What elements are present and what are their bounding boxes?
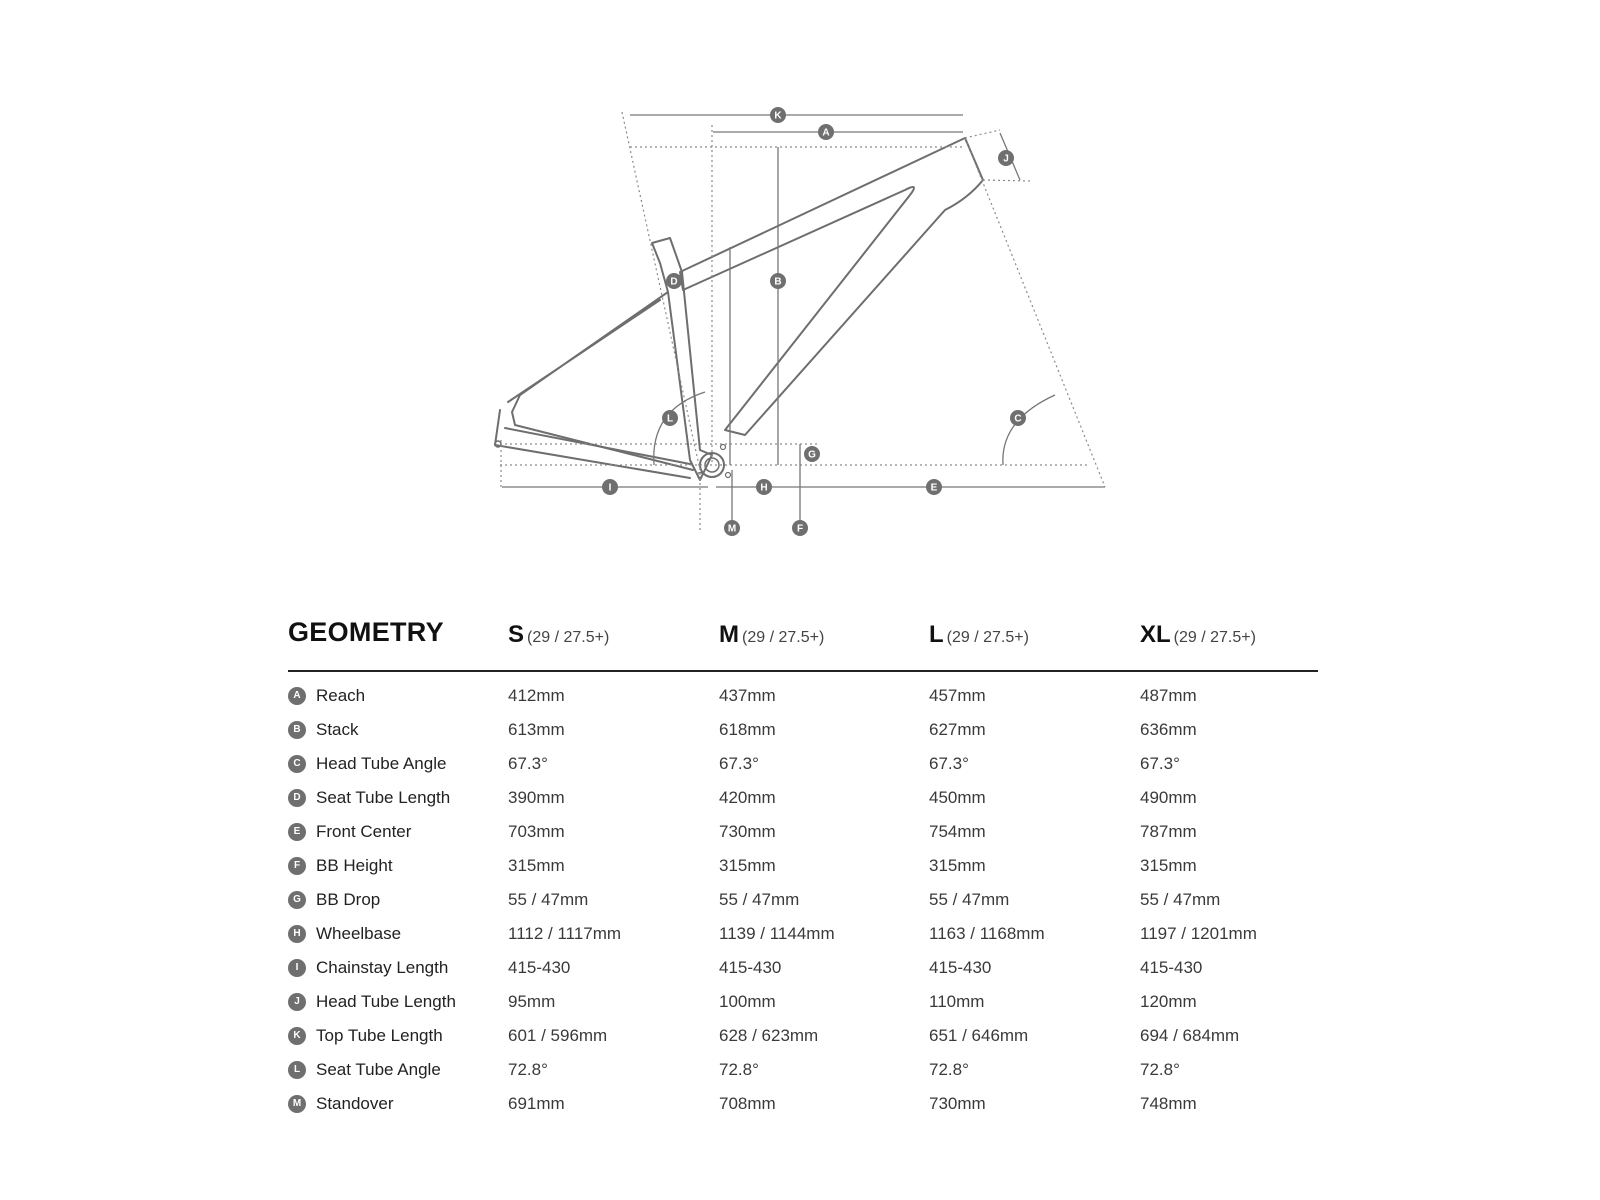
row-label: Reach bbox=[316, 686, 366, 705]
value-l: 1163 / 1168mm bbox=[929, 924, 1045, 943]
value-s: 613mm bbox=[508, 720, 565, 739]
row-letter-badge: L bbox=[288, 1061, 306, 1079]
head-tube-bottom-guide bbox=[983, 180, 1030, 181]
badge-g bbox=[804, 446, 820, 462]
value-s: 703mm bbox=[508, 822, 565, 841]
table-row-stack bbox=[288, 712, 1318, 746]
table-row-head-tube-length bbox=[288, 984, 1318, 1018]
value-xl: 315mm bbox=[1140, 856, 1197, 875]
row-letter-badge: M bbox=[288, 1095, 306, 1113]
svg-text:C: C bbox=[1014, 413, 1022, 425]
value-l: 450mm bbox=[929, 788, 986, 807]
value-m: 618mm bbox=[719, 720, 776, 739]
value-s: 72.8° bbox=[508, 1060, 548, 1079]
table-row-standover bbox=[288, 1086, 1318, 1120]
value-m: 437mm bbox=[719, 686, 776, 705]
badge-i bbox=[602, 479, 618, 495]
value-l: 55 / 47mm bbox=[929, 890, 1010, 909]
row-letter-badge: H bbox=[288, 925, 306, 943]
value-s: 601 / 596mm bbox=[508, 1026, 608, 1045]
value-m: 55 / 47mm bbox=[719, 890, 800, 909]
value-m: 100mm bbox=[719, 992, 776, 1011]
row-letter-badge: F bbox=[288, 857, 306, 875]
value-l: 730mm bbox=[929, 1094, 986, 1113]
row-label: Seat Tube Length bbox=[316, 788, 451, 807]
table-row-seat-tube-angle bbox=[288, 1052, 1318, 1086]
pivot-bolt-3 bbox=[721, 445, 726, 450]
value-s: 67.3° bbox=[508, 754, 548, 773]
svg-text:A: A bbox=[822, 127, 830, 139]
value-s: 390mm bbox=[508, 788, 565, 807]
value-xl: 694 / 684mm bbox=[1140, 1026, 1240, 1045]
value-s: 55 / 47mm bbox=[508, 890, 589, 909]
value-m: 628 / 623mm bbox=[719, 1026, 819, 1045]
value-s: 315mm bbox=[508, 856, 565, 875]
value-m: 1139 / 1144mm bbox=[719, 924, 835, 943]
seat-tube-extension-guide bbox=[622, 112, 700, 470]
svg-text:J: J bbox=[1003, 153, 1009, 165]
pivot-bolt-2 bbox=[726, 473, 731, 478]
size-name: L bbox=[929, 621, 944, 648]
row-letter-badge: C bbox=[288, 755, 306, 773]
frame-geometry-diagram bbox=[0, 0, 1600, 560]
table-row-head-tube-angle bbox=[288, 746, 1318, 780]
value-l: 315mm bbox=[929, 856, 986, 875]
value-l: 651 / 646mm bbox=[929, 1026, 1029, 1045]
table-row-seat-tube-length bbox=[288, 780, 1318, 814]
table-row-chainstay-length bbox=[288, 950, 1318, 984]
geometry-table bbox=[288, 612, 1318, 1120]
row-label: Head Tube Length bbox=[316, 992, 456, 1011]
value-m: 315mm bbox=[719, 856, 776, 875]
table-row-top-tube-length bbox=[288, 1018, 1318, 1052]
size-name: XL bbox=[1140, 621, 1171, 648]
diagram-badges bbox=[602, 107, 1026, 536]
badge-a bbox=[818, 124, 834, 140]
badge-m bbox=[724, 520, 740, 536]
row-letter-badge: J bbox=[288, 993, 306, 1011]
value-xl: 748mm bbox=[1140, 1094, 1197, 1113]
geometry-table-header bbox=[288, 612, 1318, 672]
table-row-front-center bbox=[288, 814, 1318, 848]
svg-text:K: K bbox=[774, 110, 782, 122]
row-label: Head Tube Angle bbox=[316, 754, 447, 773]
value-l: 627mm bbox=[929, 720, 986, 739]
value-xl: 490mm bbox=[1140, 788, 1197, 807]
badge-e bbox=[926, 479, 942, 495]
row-label: Wheelbase bbox=[316, 924, 402, 943]
badge-f bbox=[792, 520, 808, 536]
badge-h bbox=[756, 479, 772, 495]
svg-text:E: E bbox=[930, 482, 938, 494]
value-xl: 415-430 bbox=[1140, 958, 1203, 977]
row-letter-badge: G bbox=[288, 891, 306, 909]
table-row-bb-drop bbox=[288, 882, 1318, 916]
value-m: 67.3° bbox=[719, 754, 759, 773]
row-label: BB Height bbox=[316, 856, 393, 875]
row-label: Seat Tube Angle bbox=[316, 1060, 441, 1079]
head-tube-top-guide bbox=[965, 130, 1000, 138]
row-label: Stack bbox=[316, 720, 359, 739]
dimension-lines bbox=[502, 115, 1105, 520]
row-label: Standover bbox=[316, 1094, 394, 1113]
size-header-m bbox=[719, 621, 824, 649]
guide-lines bbox=[500, 112, 1105, 530]
value-m: 415-430 bbox=[719, 958, 782, 977]
value-xl: 55 / 47mm bbox=[1140, 890, 1221, 909]
value-xl: 636mm bbox=[1140, 720, 1197, 739]
value-xl: 67.3° bbox=[1140, 754, 1180, 773]
seat-stay-outline bbox=[508, 292, 693, 470]
head-tube-axis-guide bbox=[965, 138, 1105, 487]
badge-l bbox=[662, 410, 678, 426]
value-s: 1112 / 1117mm bbox=[508, 924, 622, 943]
row-letter-badge: I bbox=[288, 959, 306, 977]
size-header-l bbox=[929, 621, 1029, 649]
table-row-wheelbase bbox=[288, 916, 1318, 950]
size-wheels: (29 / 27.5+) bbox=[527, 629, 610, 646]
svg-text:M: M bbox=[727, 523, 737, 535]
size-name: M bbox=[719, 621, 739, 648]
svg-text:I: I bbox=[608, 482, 612, 494]
top-tube-down-tube-outline bbox=[680, 138, 983, 435]
badge-j bbox=[998, 150, 1014, 166]
svg-text:F: F bbox=[796, 523, 804, 535]
size-wheels: (29 / 27.5+) bbox=[742, 629, 825, 646]
value-xl: 487mm bbox=[1140, 686, 1197, 705]
value-xl: 72.8° bbox=[1140, 1060, 1180, 1079]
dim-head-tube-angle-arc bbox=[1003, 395, 1055, 465]
value-s: 412mm bbox=[508, 686, 565, 705]
bike-frame bbox=[495, 138, 983, 480]
row-label: Top Tube Length bbox=[316, 1026, 443, 1045]
row-label: Front Center bbox=[316, 822, 412, 841]
value-xl: 787mm bbox=[1140, 822, 1197, 841]
value-s: 415-430 bbox=[508, 958, 571, 977]
value-l: 67.3° bbox=[929, 754, 969, 773]
row-letter-badge: K bbox=[288, 1027, 306, 1045]
value-s: 691mm bbox=[508, 1094, 565, 1113]
size-wheels: (29 / 27.5+) bbox=[1173, 629, 1256, 646]
badge-b bbox=[770, 273, 786, 289]
row-label: Chainstay Length bbox=[316, 958, 449, 977]
value-l: 754mm bbox=[929, 822, 986, 841]
svg-text:H: H bbox=[760, 482, 768, 494]
row-letter-badge: D bbox=[288, 789, 306, 807]
svg-text:G: G bbox=[808, 449, 816, 461]
table-row-reach bbox=[288, 678, 1318, 712]
value-s: 95mm bbox=[508, 992, 556, 1011]
value-m: 72.8° bbox=[719, 1060, 759, 1079]
svg-text:D: D bbox=[670, 276, 678, 288]
value-l: 72.8° bbox=[929, 1060, 969, 1079]
value-xl: 120mm bbox=[1140, 992, 1197, 1011]
value-l: 457mm bbox=[929, 686, 986, 705]
value-m: 420mm bbox=[719, 788, 776, 807]
svg-text:L: L bbox=[666, 413, 674, 425]
badge-c bbox=[1010, 410, 1026, 426]
value-m: 708mm bbox=[719, 1094, 776, 1113]
row-label: BB Drop bbox=[316, 890, 381, 909]
svg-text:B: B bbox=[774, 276, 782, 288]
size-header-s bbox=[508, 621, 609, 649]
badge-k bbox=[770, 107, 786, 123]
value-l: 110mm bbox=[929, 992, 985, 1011]
size-name: S bbox=[508, 621, 525, 648]
table-title: GEOMETRY bbox=[288, 617, 444, 647]
value-l: 415-430 bbox=[929, 958, 992, 977]
size-header-xl bbox=[1140, 621, 1256, 649]
row-letter-badge: B bbox=[288, 721, 306, 739]
value-m: 730mm bbox=[719, 822, 776, 841]
table-row-bb-height bbox=[288, 848, 1318, 882]
badge-d bbox=[666, 273, 682, 289]
row-letter-badge: A bbox=[288, 687, 306, 705]
value-xl: 1197 / 1201mm bbox=[1140, 924, 1257, 943]
size-wheels: (29 / 27.5+) bbox=[946, 629, 1029, 646]
row-letter-badge: E bbox=[288, 823, 306, 841]
